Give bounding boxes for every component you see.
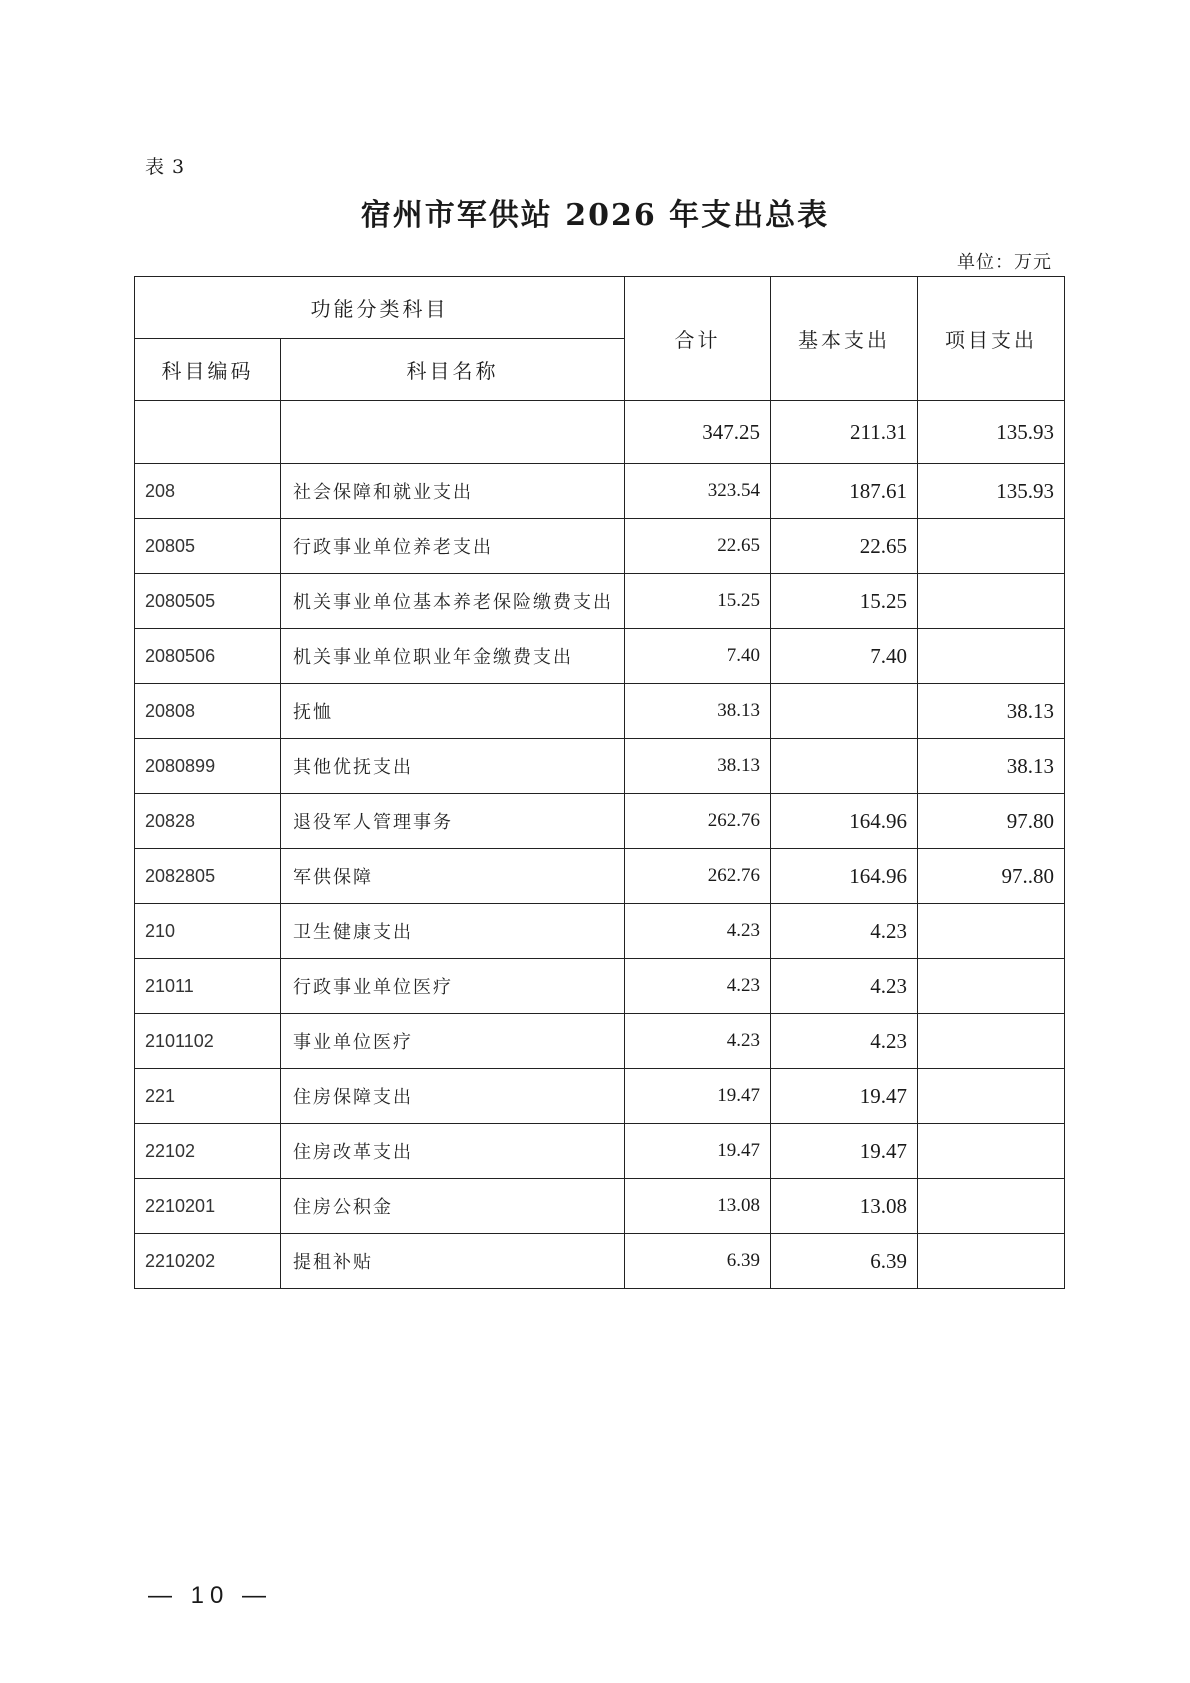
total-cell: 22.65 xyxy=(625,519,771,574)
project-expenditure-cell xyxy=(918,519,1065,574)
total-project: 135.93 xyxy=(918,401,1065,464)
table-row xyxy=(135,904,1065,959)
basic-expenditure-cell: 22.65 xyxy=(771,519,918,574)
total-cell: 38.13 xyxy=(625,684,771,739)
subject-code-cell: 2080899 xyxy=(135,739,281,794)
table-row xyxy=(135,574,1065,629)
total-cell: 262.76 xyxy=(625,849,771,904)
subject-name-cell: 提租补贴 xyxy=(281,1234,625,1289)
basic-expenditure-cell xyxy=(771,684,918,739)
subject-name-cell: 住房保障支出 xyxy=(281,1069,625,1124)
total-cell: 323.54 xyxy=(625,464,771,519)
subject-code-cell: 2082805 xyxy=(135,849,281,904)
table-row xyxy=(135,519,1065,574)
basic-expenditure-cell: 4.23 xyxy=(771,904,918,959)
project-expenditure-cell xyxy=(918,1234,1065,1289)
subject-name-cell: 退役军人管理事务 xyxy=(281,794,625,849)
basic-expenditure-cell: 7.40 xyxy=(771,629,918,684)
unit-label: 单位：万元 xyxy=(957,252,1052,273)
table-row xyxy=(135,794,1065,849)
subject-code-cell: 221 xyxy=(135,1069,281,1124)
total-cell: 4.23 xyxy=(625,904,771,959)
table-row xyxy=(135,849,1065,904)
subject-code-cell: 2210201 xyxy=(135,1179,281,1234)
header-subject-code: 科目编码 xyxy=(135,339,281,401)
expenditure-table xyxy=(134,276,1065,1289)
basic-expenditure-cell: 164.96 xyxy=(771,849,918,904)
table-row xyxy=(135,1124,1065,1179)
header-basic-expenditure: 基本支出 xyxy=(771,277,918,401)
subject-code-cell: 208 xyxy=(135,464,281,519)
subject-name-cell: 住房公积金 xyxy=(281,1179,625,1234)
header-functional-classification: 功能分类科目 xyxy=(135,277,625,339)
basic-expenditure-cell: 4.23 xyxy=(771,1014,918,1069)
total-cell: 19.47 xyxy=(625,1124,771,1179)
total-cell: 6.39 xyxy=(625,1234,771,1289)
subject-name-cell: 住房改革支出 xyxy=(281,1124,625,1179)
subject-code-cell: 20805 xyxy=(135,519,281,574)
subject-name-cell: 抚恤 xyxy=(281,684,625,739)
total-cell: 19.47 xyxy=(625,1069,771,1124)
subject-code-cell: 2080506 xyxy=(135,629,281,684)
total-code xyxy=(135,401,281,464)
project-expenditure-cell: 97..80 xyxy=(918,849,1065,904)
subject-code-cell: 20808 xyxy=(135,684,281,739)
header-total: 合计 xyxy=(625,277,771,401)
page-number: — 10 — xyxy=(148,1582,273,1609)
subject-code-cell: 2101102 xyxy=(135,1014,281,1069)
subject-name-cell: 军供保障 xyxy=(281,849,625,904)
total-cell: 15.25 xyxy=(625,574,771,629)
project-expenditure-cell xyxy=(918,1179,1065,1234)
basic-expenditure-cell: 19.47 xyxy=(771,1069,918,1124)
project-expenditure-cell: 38.13 xyxy=(918,739,1065,794)
project-expenditure-cell xyxy=(918,1069,1065,1124)
table-row xyxy=(135,464,1065,519)
project-expenditure-cell xyxy=(918,1124,1065,1179)
subject-name-cell: 机关事业单位职业年金缴费支出 xyxy=(281,629,625,684)
subject-name-cell: 行政事业单位养老支出 xyxy=(281,519,625,574)
basic-expenditure-cell: 164.96 xyxy=(771,794,918,849)
total-cell: 13.08 xyxy=(625,1179,771,1234)
table-label: 表 3 xyxy=(145,156,186,178)
subject-name-cell: 机关事业单位基本养老保险缴费支出 xyxy=(281,574,625,629)
basic-expenditure-cell xyxy=(771,739,918,794)
basic-expenditure-cell: 6.39 xyxy=(771,1234,918,1289)
total-row xyxy=(135,401,1065,464)
basic-expenditure-cell: 19.47 xyxy=(771,1124,918,1179)
basic-expenditure-cell: 4.23 xyxy=(771,959,918,1014)
project-expenditure-cell: 38.13 xyxy=(918,684,1065,739)
subject-code-cell: 21011 xyxy=(135,959,281,1014)
subject-name-cell: 其他优抚支出 xyxy=(281,739,625,794)
subject-code-cell: 2080505 xyxy=(135,574,281,629)
subject-name-cell: 卫生健康支出 xyxy=(281,904,625,959)
project-expenditure-cell xyxy=(918,574,1065,629)
subject-code-cell: 2210202 xyxy=(135,1234,281,1289)
total-cell: 4.23 xyxy=(625,959,771,1014)
project-expenditure-cell xyxy=(918,629,1065,684)
project-expenditure-cell: 97.80 xyxy=(918,794,1065,849)
subject-name-cell: 行政事业单位医疗 xyxy=(281,959,625,1014)
total-cell: 38.13 xyxy=(625,739,771,794)
basic-expenditure-cell: 187.61 xyxy=(771,464,918,519)
table-row xyxy=(135,1069,1065,1124)
table-row xyxy=(135,684,1065,739)
total-cell: 262.76 xyxy=(625,794,771,849)
project-expenditure-cell: 135.93 xyxy=(918,464,1065,519)
subject-code-cell: 22102 xyxy=(135,1124,281,1179)
project-expenditure-cell xyxy=(918,959,1065,1014)
total-basic: 211.31 xyxy=(771,401,918,464)
table-row xyxy=(135,739,1065,794)
header-project-expenditure: 项目支出 xyxy=(918,277,1065,401)
table-row xyxy=(135,959,1065,1014)
total-name xyxy=(281,401,625,464)
project-expenditure-cell xyxy=(918,904,1065,959)
subject-code-cell: 210 xyxy=(135,904,281,959)
project-expenditure-cell xyxy=(918,1014,1065,1069)
table-row xyxy=(135,629,1065,684)
table-row xyxy=(135,1234,1065,1289)
header-subject-name: 科目名称 xyxy=(281,339,625,401)
subject-name-cell: 社会保障和就业支出 xyxy=(281,464,625,519)
table-row xyxy=(135,1179,1065,1234)
table-row xyxy=(135,1014,1065,1069)
subject-name-cell: 事业单位医疗 xyxy=(281,1014,625,1069)
basic-expenditure-cell: 15.25 xyxy=(771,574,918,629)
total-cell: 4.23 xyxy=(625,1014,771,1069)
basic-expenditure-cell: 13.08 xyxy=(771,1179,918,1234)
subject-code-cell: 20828 xyxy=(135,794,281,849)
total-cell: 7.40 xyxy=(625,629,771,684)
total-sum: 347.25 xyxy=(625,401,771,464)
page-title: 宿州市军供站 2026 年支出总表 xyxy=(360,198,830,233)
